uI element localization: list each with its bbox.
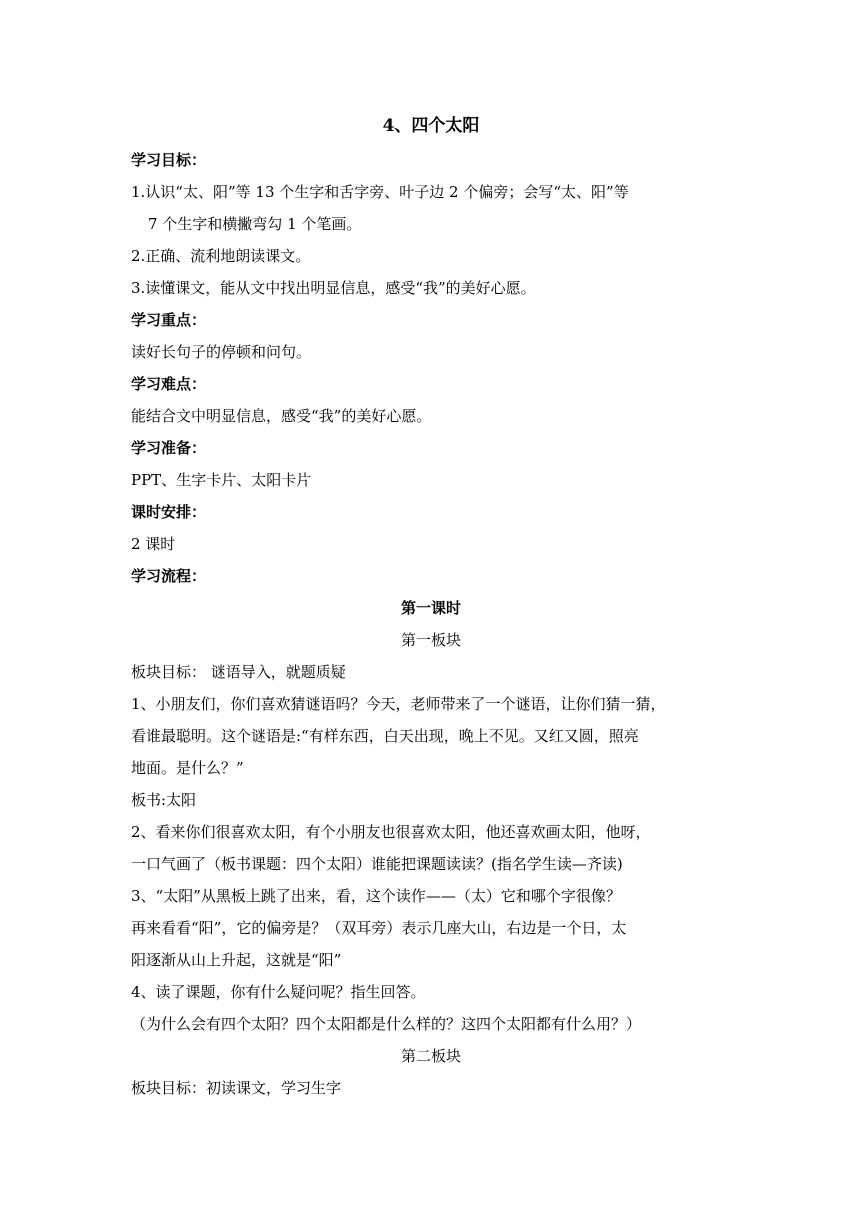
block-1-paragraph-1-line-2: 看谁最聪明。这个谜语是:“有样东西，白天出现，晚上不见。又红又圆，照亮 — [131, 727, 639, 745]
process-heading: 学习流程： — [131, 567, 207, 585]
block-1-paragraph-3-line-3: 阳逐渐从山上升起，这就是“阳” — [131, 951, 342, 969]
block-1-goal: 板块目标： 谜语导入，就题质疑 — [131, 663, 346, 681]
goal-item-1-line-1: 1.认识“太、阳”等 13 个生字和舌字旁、叶子边 2 个偏旁；会写“太、阳”等 — [131, 183, 629, 201]
schedule-text: 2 课时 — [131, 535, 176, 553]
block-1-title: 第一板块 — [400, 631, 461, 649]
difficulties-text: 能结合文中明显信息，感受“我”的美好心愿。 — [131, 407, 432, 425]
difficulties-heading: 学习难点： — [131, 375, 207, 393]
block-2-goal: 板块目标：初读课文，学习生字 — [131, 1079, 342, 1097]
block-1-paragraph-1-line-3: 地面。是什么？” — [131, 759, 244, 777]
lesson-1-title: 第一课时 — [400, 599, 461, 617]
goal-item-2: 2.正确、流利地朗读课文。 — [131, 247, 311, 265]
preparation-text: PPT、生字卡片、太阳卡片 — [131, 471, 312, 489]
goal-item-3: 3.读懂课文，能从文中找出明显信息，感受“我”的美好心愿。 — [131, 279, 536, 297]
block-1-board-writing: 板书:太阳 — [131, 791, 197, 809]
block-1-paragraph-1-line-1: 1、小朋友们，你们喜欢猜谜语吗？今天，老师带来了一个谜语，让你们猜一猜， — [131, 695, 666, 713]
block-1-paragraph-2-line-2: 一口气画了（板书课题：四个太阳）谁能把课题读读？(指名学生读—齐读) — [131, 855, 623, 873]
block-1-paragraph-4: 4、读了课题，你有什么疑问呢？指生回答。 — [131, 983, 426, 1001]
preparation-heading: 学习准备： — [131, 439, 207, 457]
block-1-paragraph-3-line-2: 再来看看“阳”，它的偏旁是？（双耳旁）表示几座大山，右边是一个日，太 — [131, 919, 627, 937]
block-1-paragraph-4-note: （为什么会有四个太阳？四个太阳都是什么样的？这四个太阳都有什么用？） — [131, 1015, 642, 1033]
block-1-paragraph-3-line-1: 3、“太阳”从黑板上跳了出来，看，这个读作——（太）它和哪个字很像？ — [131, 887, 621, 905]
key-points-heading: 学习重点： — [131, 311, 207, 329]
block-2-title: 第二板块 — [400, 1047, 461, 1065]
key-points-text: 读好长句子的停顿和问句。 — [131, 343, 312, 361]
goals-heading: 学习目标： — [131, 151, 207, 169]
schedule-heading: 课时安排： — [131, 503, 207, 521]
document-title: 4、四个太阳 — [382, 116, 480, 136]
goal-item-1-line-2: 7 个生字和横撇弯勾 1 个笔画。 — [148, 215, 362, 233]
block-1-paragraph-2-line-1: 2、看来你们很喜欢太阳，有个小朋友也很喜欢太阳，他还喜欢画太阳，他呀， — [131, 823, 651, 841]
document-page — [131, 108, 731, 1104]
